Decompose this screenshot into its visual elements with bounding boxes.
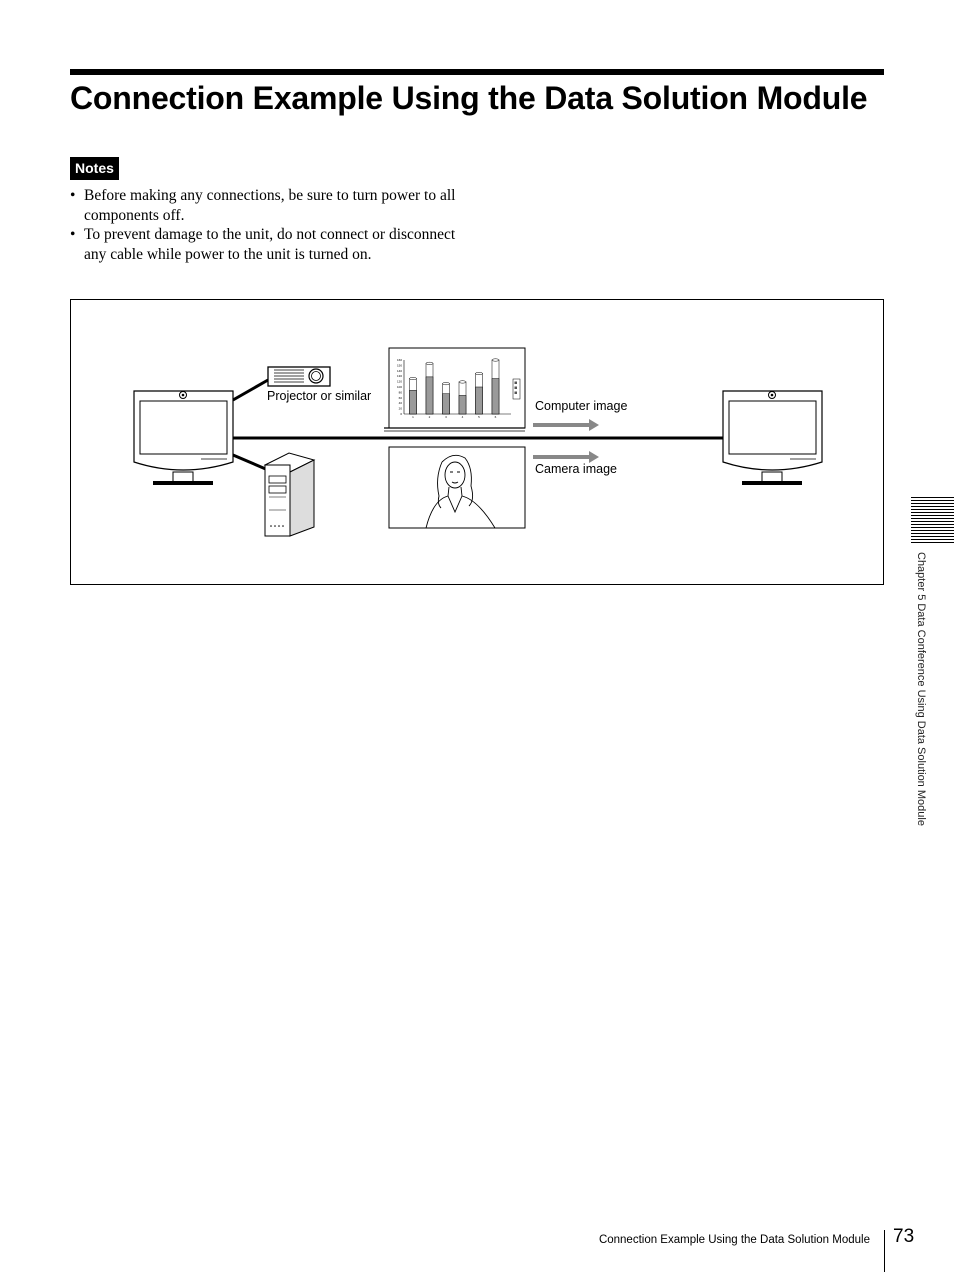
mini-chart-ytick-label: 140 (396, 368, 402, 373)
mini-chart-legend-swatch (515, 382, 518, 385)
notes-list (70, 186, 470, 264)
mini-chart-bar-cap (426, 362, 433, 364)
diagram-drawing (71, 300, 883, 584)
chapter-side-label (911, 552, 931, 872)
mini-chart-xtick-label: 2 (428, 415, 431, 419)
mini-chart-bar-segment (476, 387, 483, 414)
mini-chart-bar-segment (443, 394, 450, 414)
mini-chart-bar-segment (410, 390, 417, 414)
mini-chart-ytick-label: 60 (398, 395, 402, 400)
mini-chart-ytick-label: 120 (396, 379, 402, 384)
mini-chart-ytick-label: 160 (396, 358, 402, 362)
footer-divider (884, 1230, 885, 1272)
mini-chart-bar-cap (459, 381, 466, 383)
mini-chart-ytick-label: 130 (396, 374, 402, 379)
mini-chart-bar-segment (459, 395, 466, 414)
mini-chart-ytick-label: 100 (396, 385, 402, 389)
projector-icon (268, 367, 330, 386)
notes-badge: Notes (70, 157, 119, 180)
page-number: 73 (893, 1226, 915, 1247)
mini-chart-ytick-label: 80 (398, 390, 402, 395)
computer-tower-icon (265, 453, 314, 536)
mini-chart-bar-cap (410, 377, 417, 379)
mini-chart-xtick-label: 5 (478, 415, 480, 419)
mini-chart-legend-swatch (515, 387, 518, 390)
note-item (70, 225, 470, 264)
mini-chart-xtick-label: 3 (445, 415, 447, 419)
chapter-side-text: Chapter 5 Data Conference Using Data Solution Module (915, 552, 927, 826)
bullet: • (70, 226, 76, 243)
mini-chart-bar-cap (492, 359, 499, 361)
bullet: • (70, 187, 76, 204)
computer-image-screen (384, 348, 525, 431)
right-video-conference-unit (723, 391, 822, 485)
mini-chart-ytick-label: 0 (400, 412, 402, 416)
mini-chart-legend-swatch (515, 392, 518, 395)
mini-chart-ytick-label: 40 (398, 401, 402, 406)
footer-section-title: Connection Example Using the Data Solution Module (598, 1234, 870, 1246)
mini-chart-bar-cap (443, 382, 450, 384)
note-item (70, 186, 470, 225)
mini-chart-xtick-label: 1 (412, 415, 414, 419)
projector-label: Projector or similar (267, 389, 372, 403)
mini-chart-bar-segment (492, 379, 499, 414)
page-title: Connection Example Using the Data Solution Module (70, 80, 868, 116)
computer-cable-line (233, 455, 268, 470)
left-video-conference-unit (134, 391, 233, 485)
connection-diagram (70, 299, 884, 585)
computer-image-arrow (533, 419, 599, 431)
mini-chart-xtick-label: 4 (461, 415, 464, 419)
projector-cable-line (233, 380, 268, 400)
mini-chart-bar-segment (426, 377, 433, 414)
camera-image-screen (389, 447, 525, 528)
mini-chart-bar-cap (476, 372, 483, 374)
chapter-thumb-tabs (911, 497, 954, 543)
mini-chart-xtick-label: 6 (494, 415, 497, 419)
note-text: Before making any connections, be sure to turn power to all components off. (84, 187, 456, 224)
mini-chart-ytick-label: 150 (396, 363, 402, 368)
title-rule (70, 69, 884, 75)
mini-chart-ytick-label: 20 (398, 406, 402, 411)
camera-image-label: Camera image (535, 462, 617, 476)
note-text: To prevent damage to the unit, do not connect or disconnect any cable while power to the unit is turned on. (84, 226, 456, 263)
computer-image-label: Computer image (535, 399, 628, 413)
